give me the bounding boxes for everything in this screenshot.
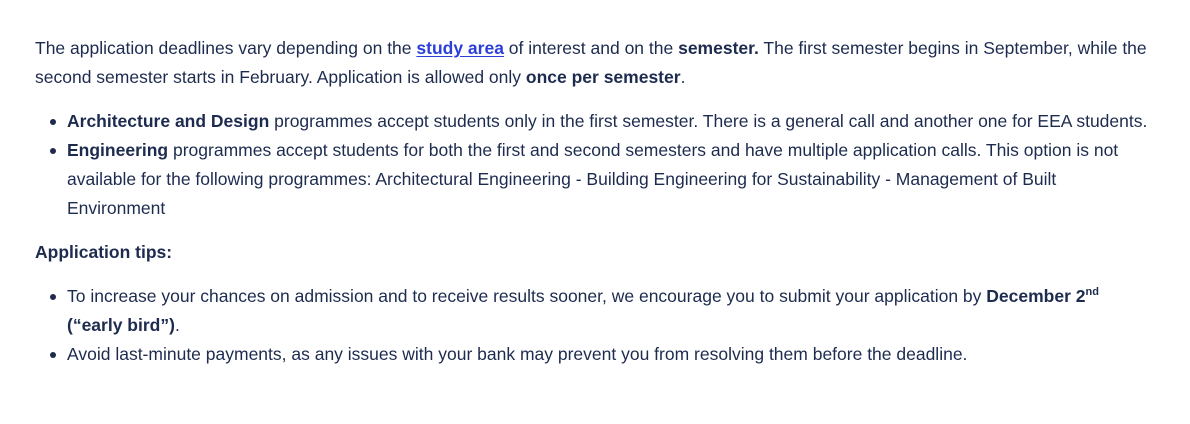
programmes-list bbox=[35, 107, 1155, 223]
intro-bold-once: once per semester bbox=[525, 67, 681, 87]
intro-text-2: of interest and on the bbox=[503, 38, 679, 58]
tip-date-suffix: nd bbox=[1085, 286, 1099, 298]
tips-heading: Application tips: bbox=[35, 242, 173, 262]
list-item bbox=[67, 340, 1155, 369]
programme-description: programmes accept students for both the first and second semesters and have multiple application calls. This option is not available for the following programmes: Architectural Engineering - Building Engineering for Sustainability - Management of Built Environment bbox=[67, 140, 1119, 218]
tip-early-bird: (“early bird”) bbox=[67, 315, 175, 335]
tip-date-bold: December 2 bbox=[986, 286, 1086, 306]
list-item bbox=[67, 136, 1155, 223]
tip-text: Avoid last-minute payments, as any issues with your bank may prevent you from resolving them before the deadline. bbox=[67, 344, 968, 364]
programme-name: Engineering bbox=[67, 140, 169, 160]
study-area-link[interactable]: study area bbox=[416, 38, 504, 58]
tips-list bbox=[35, 282, 1155, 369]
tip-end: . bbox=[174, 315, 180, 335]
intro-bold-semester: semester. bbox=[678, 38, 759, 58]
content bbox=[35, 34, 1155, 369]
intro-text-1: The application deadlines vary depending on the bbox=[35, 38, 417, 58]
tip-text: To increase your chances on admission and to receive results sooner, we encourage you to submit your application by bbox=[67, 286, 987, 306]
list-item bbox=[67, 107, 1155, 136]
list-item bbox=[67, 282, 1155, 340]
intro-text-3: The first semester begins in September, while the second semester starts in February. Application is allowed only bbox=[35, 38, 1147, 87]
intro-text-4: . bbox=[680, 67, 686, 87]
intro-paragraph bbox=[35, 34, 1155, 92]
programme-name: Architecture and Design bbox=[67, 111, 270, 131]
programme-description: programmes accept students only in the first semester. There is a general call and another one for EEA students. bbox=[269, 111, 1148, 131]
